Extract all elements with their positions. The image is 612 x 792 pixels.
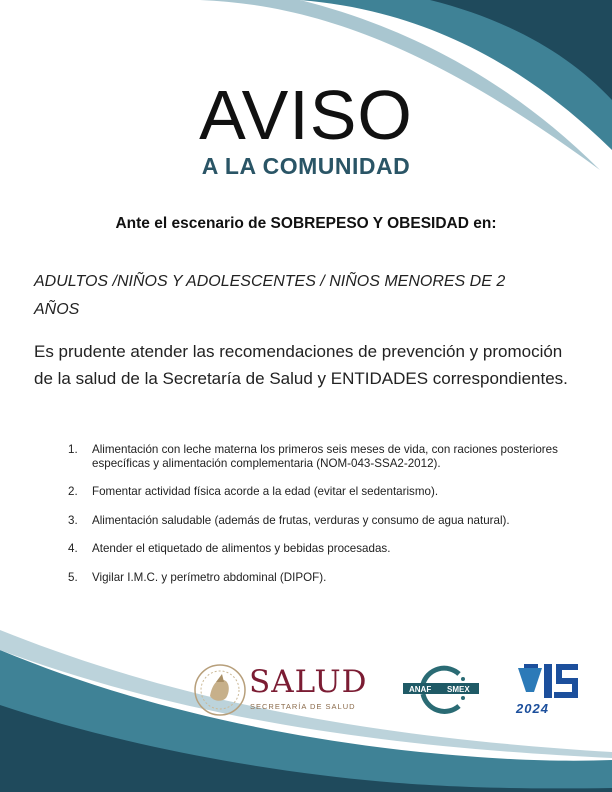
tis-logo: [516, 662, 580, 718]
list-item: [68, 485, 568, 499]
list-item: [68, 571, 568, 585]
salud-wordmark: SALUD: [249, 664, 368, 700]
salud-logo: [194, 660, 374, 720]
item-text: Vigilar I.M.C. y perímetro abdominal (DIPOF).: [92, 570, 327, 584]
anaf-emblem-icon: [403, 662, 479, 714]
intro-text: Ante el escenario de SOBREPESO Y OBESIDAD en:: [115, 215, 497, 232]
item-text: Fomentar actividad física acorde a la edad (evitar el sedentarismo).: [92, 485, 439, 498]
recommendation-list: [68, 443, 568, 599]
list-item: [68, 542, 568, 556]
list-item: [68, 443, 568, 470]
page-title: AVISO: [199, 76, 413, 154]
list-item: [68, 514, 568, 528]
item-text: Alimentación saludable (además de frutas, verduras y consumo de agua natural).: [92, 513, 510, 527]
item-number: 2.: [68, 485, 78, 498]
item-number: 4.: [68, 542, 78, 555]
page-subtitle: A LA COMUNIDAD: [201, 153, 411, 179]
target-groups: ADULTOS /NIÑOS Y ADOLESCENTES / NIÑOS MENORES DE 2 AÑOS: [34, 273, 506, 318]
item-number: 3.: [68, 513, 78, 527]
anaf-label-right: SMEX: [447, 685, 470, 694]
tis-emblem-icon: [516, 662, 580, 702]
anaf-logo: [403, 662, 479, 714]
anaf-label-left: ANAF: [409, 685, 432, 694]
item-number: 5.: [68, 570, 78, 584]
tis-year: 2024: [516, 701, 549, 716]
item-number: 1.: [68, 443, 78, 456]
mexico-seal-icon: [194, 662, 246, 718]
recommendation-paragraph: Es prudente atender las recomendaciones de prevención y promoción de la salud de la Secretaría de Salud y ENTIDADES correspondientes.: [34, 342, 568, 388]
item-text: Atender el etiquetado de alimentos y bebidas procesadas.: [92, 542, 391, 555]
salud-subtitle: SECRETARÍA DE SALUD: [250, 702, 356, 711]
item-text: Alimentación con leche materna los primeros seis meses de vida, con raciones posteriores específicas y alimentación complementaria (NOM-043-SSA2-2012).: [92, 443, 558, 470]
